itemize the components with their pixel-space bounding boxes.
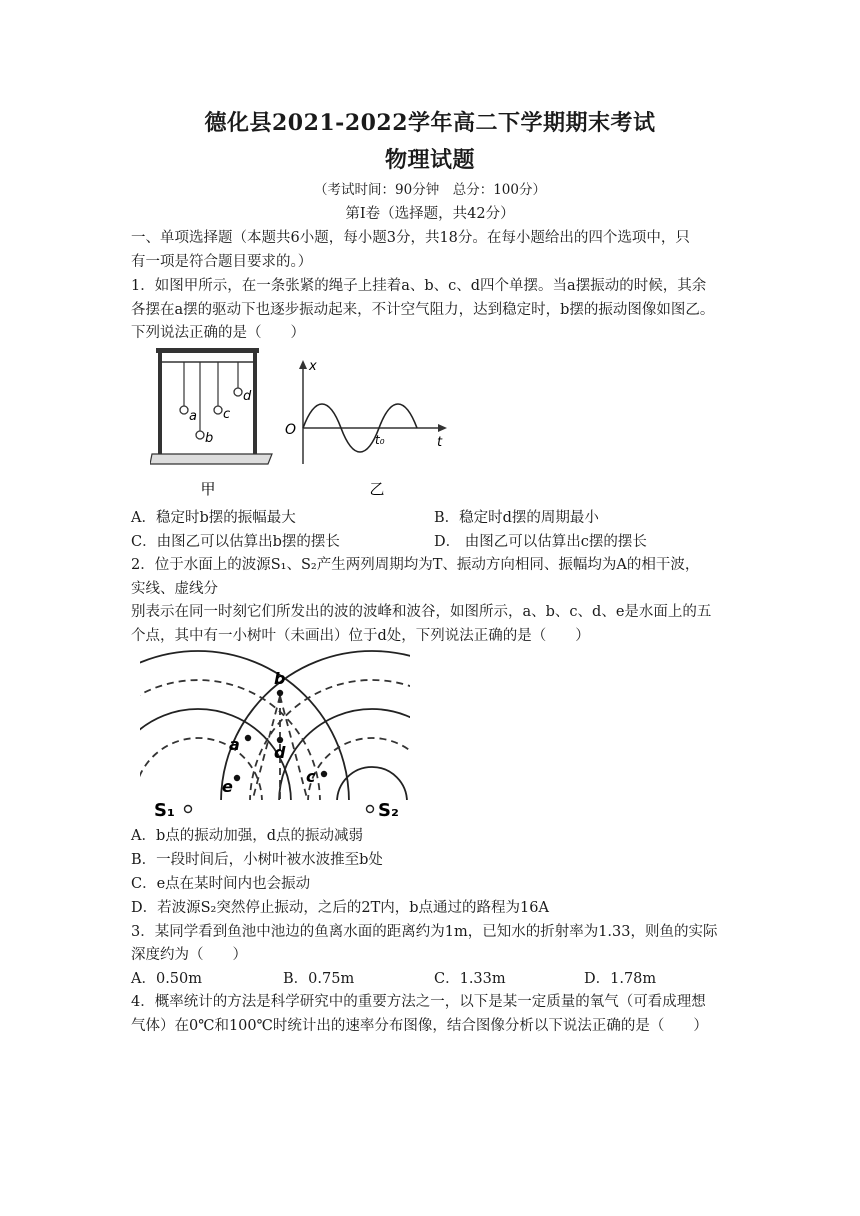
- point-label-a: a: [229, 735, 240, 754]
- q4-stem-line2: 气体）在0℃和100℃时统计出的速率分布图像，结合图像分析以下说法正确的是（ ）: [131, 1018, 708, 1034]
- pendulum-label-b: b: [205, 431, 214, 446]
- q2-stem-line2: 实线、虚线分: [131, 581, 218, 597]
- q2-option-d[interactable]: D．若波源S₂突然停止振动，之后的2T内，b点通过的路程为16A: [131, 900, 549, 916]
- exam-subject: 物理试题: [384, 147, 475, 173]
- q3-option-c[interactable]: C．1.33m: [434, 971, 506, 987]
- q2-stem-line3: 别表示在同一时刻它们所发出的波的波峰和波谷，如图所示，a、b、c、d、e是水面上的五: [131, 604, 712, 620]
- exam-title: 德化县2021-2022学年高二下学期期末考试: [204, 110, 656, 136]
- q2-option-b[interactable]: B．一段时间后，小树叶被水波推至b处: [131, 852, 383, 868]
- q2-option-a[interactable]: A．b点的振动加强，d点的振动减弱: [131, 828, 364, 844]
- figure-pendulums: [150, 342, 280, 502]
- source-label-s2: S₂: [378, 800, 399, 820]
- q2-stem-line1: 2．位于水面上的波源S₁、S₂产生两列周期均为T、振动方向相同、振幅均为A的相干波，: [131, 557, 700, 573]
- pendulum-label-a: a: [189, 409, 197, 424]
- q2-stem-line4: 个点，其中有一小树叶（未画出）位于d处，下列说法正确的是（ ）: [131, 628, 590, 644]
- point-label-b: b: [274, 669, 286, 688]
- section-heading-line2: 有一项是符合题目要求的。）: [131, 254, 313, 270]
- q3-option-d[interactable]: D．1.78m: [584, 971, 657, 987]
- figure-caption-jia: 甲: [200, 480, 216, 498]
- q4-stem-line1: 4．概率统计的方法是科学研究中的重要方法之一，以下是某一定质量的氧气（可看成理想: [131, 994, 706, 1010]
- pendulum-label-d: d: [243, 389, 252, 404]
- q1-option-b[interactable]: B．稳定时d摆的周期最小: [434, 510, 599, 526]
- q3-stem-line2: 深度约为（ ）: [131, 947, 247, 963]
- figure-interference: [140, 650, 410, 820]
- q1-option-c[interactable]: C．由图乙可以估算出b摆的摆长: [131, 534, 340, 550]
- point-label-d: d: [274, 743, 286, 762]
- origin-label: O: [285, 422, 297, 438]
- section-heading-line1: 一、单项选择题（本题共6小题，每小题3分，共18分。在每小题给出的四个选项中，只: [131, 230, 690, 246]
- volume-heading: 第Ⅰ卷（选择题，共42分）: [345, 206, 515, 222]
- figure-vibration-graph: [283, 354, 453, 502]
- q1-stem-line1: 1．如图甲所示，在一条张紧的绳子上挂着a、b、c、d四个单摆。当a摆振动的时候，其余: [131, 278, 707, 294]
- y-axis-label: x: [309, 359, 317, 374]
- source-label-s1: S₁: [154, 800, 175, 820]
- x-axis-label: t: [437, 435, 443, 450]
- point-label-e: e: [222, 777, 233, 796]
- q3-option-a[interactable]: A．0.50m: [131, 971, 203, 987]
- q1-option-a[interactable]: A．稳定时b摆的振幅最大: [131, 510, 296, 526]
- q3-stem-line1: 3．某同学看到鱼池中池边的鱼离水面的距离约为1m，已知水的折射率为1.33，则鱼的实际: [131, 924, 718, 940]
- q1-stem-line2: 各摆在a摆的驱动下也逐步振动起来，不计空气阻力，达到稳定时，b摆的振动图像如图乙。: [131, 302, 715, 318]
- q3-option-b[interactable]: B．0.75m: [283, 971, 355, 987]
- pendulum-label-c: c: [223, 407, 231, 422]
- t0-label: t₀: [375, 433, 385, 447]
- figure-caption-yi: 乙: [369, 480, 385, 498]
- q1-option-d[interactable]: D． 由图乙可以估算出c摆的摆长: [434, 534, 647, 550]
- q2-option-c[interactable]: C．e点在某时间内也会振动: [131, 876, 311, 892]
- point-label-c: c: [306, 767, 316, 786]
- exam-info: （考试时间：90分钟 总分：100分）: [314, 182, 546, 198]
- q1-stem-line3: 下列说法正确的是（ ）: [131, 325, 305, 341]
